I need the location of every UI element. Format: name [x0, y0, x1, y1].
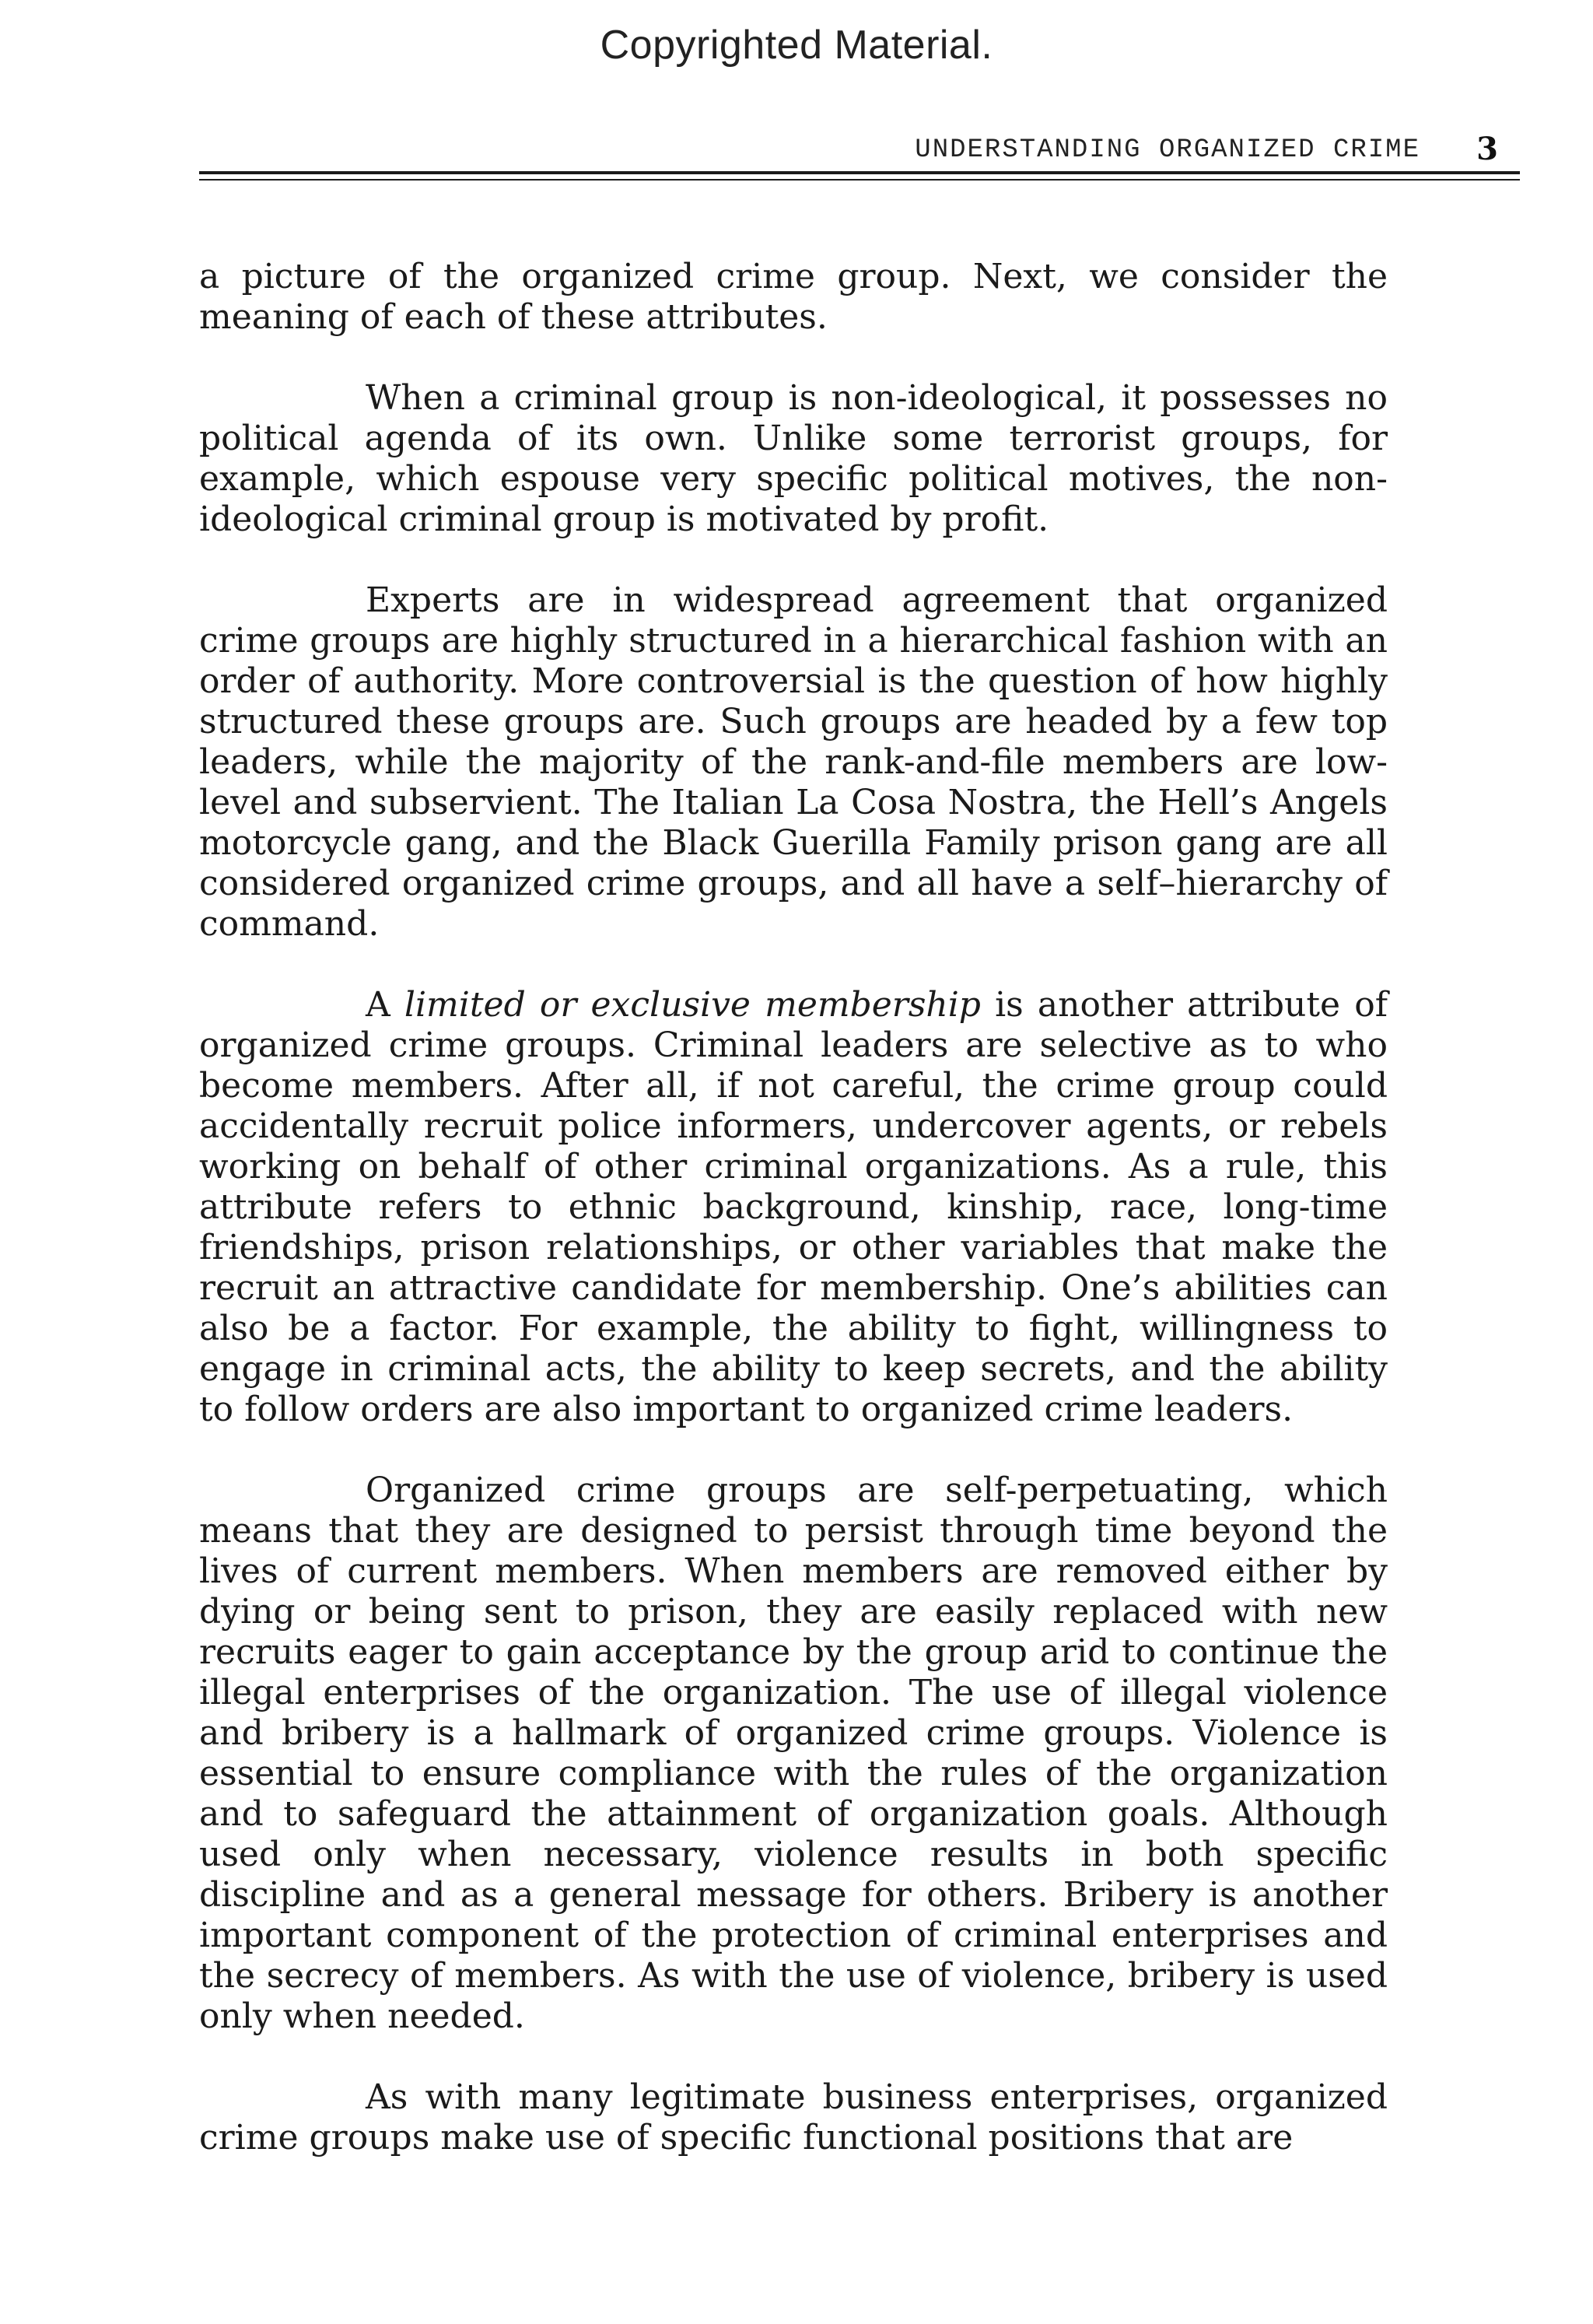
paragraph-continuation: a picture of the organized crime group. Next, we consider the meaning of each of these attributes.: [199, 257, 1388, 337]
running-title: UNDERSTANDING ORGANIZED CRIME: [915, 135, 1420, 165]
paragraph-self-perpetuating: Organized crime groups are self-perpetuating, which means that they are designed to persist through time beyond the lives of current members. When members are removed either by dying or being sent to prison, they are easily replaced with new recruits eager to gain acceptance by the group arid to continue the illegal enterprises of the organization. The use of illegal violence and bribery is a hallmark of organized crime groups. Violence is essential to ensure compliance with the rules of the organization and to safeguard the attainment of organization goals. Although used only when necessary, violence results in both specific discipline and as a general message for others. Bribery is another important component of the protection of criminal enterprises and the secrecy of members. As with the use of violence, bribery is used only when needed.: [199, 1470, 1388, 2036]
paragraph-membership-rest: is another attribute of organized crime groups. Criminal leaders are selective as to who become members. After all, if not careful, the crime group could accidentally recruit police informers, undercover agents, or rebels working on behalf of other criminal organizations. As a rule, this attribute refers to ethnic background, kinship, race, long-time friendships, prison relationships, or other variables that make the recruit an attractive candidate for membership. One’s abilities can also be a factor. For example, the ability to fight, willingness to engage in criminal acts, the ability to keep secrets, and the ability to follow orders are also important to organized crime leaders.: [199, 985, 1388, 1429]
header-rule-thin: [199, 179, 1520, 181]
paragraph-membership-italic: limited or exclusive membership: [404, 985, 981, 1025]
paragraph-non-ideological: When a criminal group is non-ideological, it possesses no political agenda of its own. Unlike some terrorist groups, for example, which espouse very specific political motives, the non-ideological criminal group is motivated by profit.: [199, 378, 1388, 539]
paragraph-hierarchy: Experts are in widespread agreement that organized crime groups are highly structured in a hierarchical fashion with an order of authority. More controversial is the question of how highly structured these groups are. Such groups are headed by a few top leaders, while the majority of the rank-and-file members are low-level and subservient. The Italian La Cosa Nostra, the Hell’s Angels motorcycle gang, and the Black Guerilla Family prison gang are all considered organized crime groups, and all have a self–hierarchy of command.: [199, 580, 1388, 944]
paragraph-membership: [199, 985, 1388, 1430]
paragraph-membership-lead: A: [366, 985, 404, 1025]
copyright-watermark: Copyrighted Material.: [600, 23, 993, 68]
running-header: [199, 131, 1521, 170]
header-rule-thick: [199, 171, 1520, 174]
paragraph-functional-positions: As with many legitimate business enterprises, organized crime groups make use of specific functional positions that are: [199, 2077, 1388, 2157]
page-number: 3: [1476, 131, 1498, 167]
body-text: [199, 257, 1388, 2158]
